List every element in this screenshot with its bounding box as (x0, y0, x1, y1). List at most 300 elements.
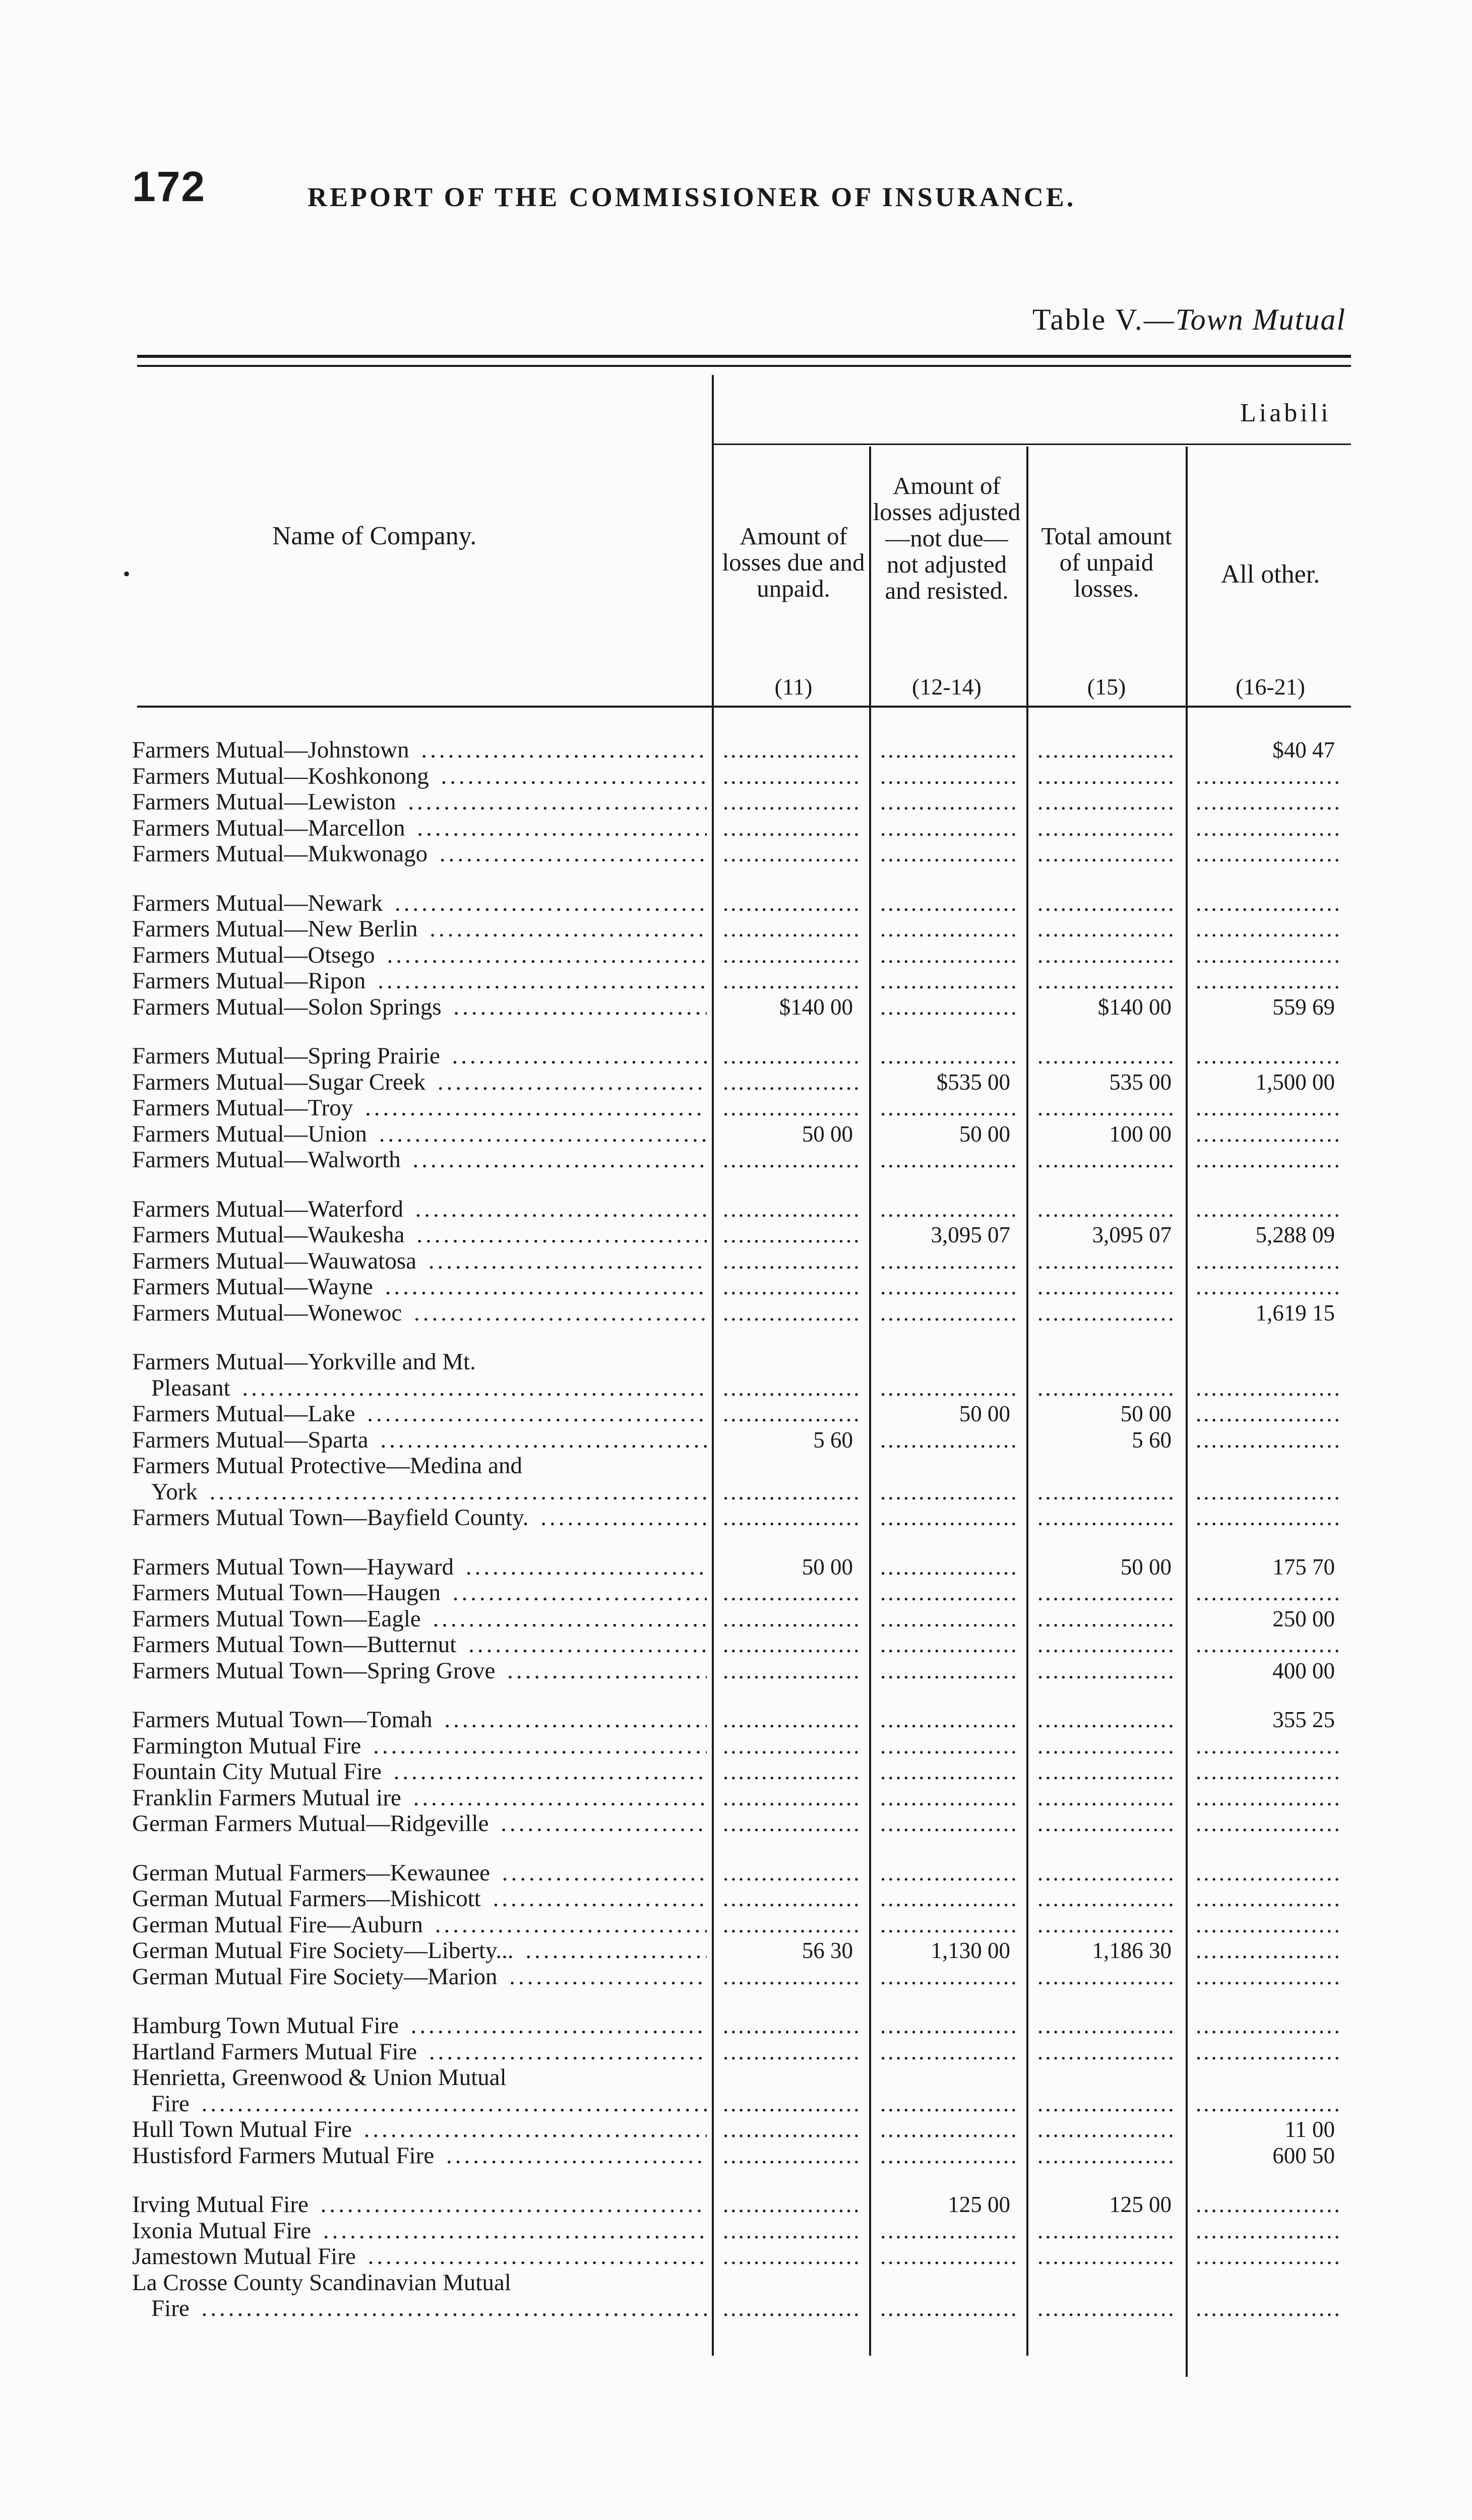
company-name (132, 2243, 707, 2270)
leader-dots (1037, 1606, 1177, 1632)
company-name (132, 1196, 707, 1222)
leader-dots (1196, 1912, 1340, 1938)
value-cell-c16: 559 69 (1272, 994, 1335, 1020)
company-name-text: Henrietta, Greenwood & Union Mutual (132, 2064, 510, 2091)
company-name (132, 2270, 707, 2296)
leader-dots (880, 942, 1015, 968)
leader-dots (880, 789, 1015, 815)
column-number-15: (15) (1087, 674, 1126, 700)
leader-dots (880, 2091, 1015, 2117)
company-name-text: Farmers Mutual Protective—Medina and (132, 1453, 525, 1479)
company-name (132, 1248, 707, 1274)
leader-dots (880, 1504, 1015, 1531)
leader-dots (723, 2191, 858, 2218)
leader-dots (1037, 1504, 1177, 1531)
leader-dots (880, 815, 1015, 841)
company-name-text: Hartland Farmers Mutual Fire (132, 2039, 420, 2065)
bullet-mark: • (123, 562, 131, 585)
value-cell-c12: 1,130 00 (931, 1938, 1010, 1963)
leader-dots (1037, 2218, 1177, 2244)
leader-dots (880, 1375, 1015, 1401)
company-name (132, 1785, 707, 1811)
leader-dots (880, 1912, 1015, 1938)
leader-dots (1037, 1885, 1177, 1912)
leader-dots (1196, 2218, 1340, 2244)
leader-dots (723, 2116, 858, 2143)
column-divider-2 (869, 447, 871, 2356)
leader-dots (880, 1147, 1015, 1173)
leader-dots (1037, 1758, 1177, 1785)
leader-dots (1196, 1504, 1340, 1531)
company-name-text: Franklin Farmers Mutual ire (132, 1785, 404, 1811)
leader-dots (723, 890, 858, 916)
company-name (132, 968, 707, 994)
company-name (132, 1069, 707, 1095)
company-name-text: Farmers Mutual—Solon Springs (132, 994, 445, 1020)
leader-dots (1037, 1785, 1177, 1811)
company-name-text: Farmers Mutual—Ripon (132, 968, 369, 994)
leader-dots (1037, 841, 1177, 867)
company-name-continued (151, 2295, 707, 2321)
company-name-text: Farmers Mutual Town—Tomah (132, 1707, 436, 1733)
leader-dots (723, 1504, 858, 1531)
value-cell-c12: 50 00 (959, 1401, 1010, 1426)
column-divider-4 (1186, 447, 1188, 2377)
company-name (132, 1554, 707, 1580)
leader-dots (1196, 1248, 1340, 1274)
leader-dots (1037, 1479, 1177, 1505)
leader-dots (1196, 815, 1340, 841)
value-cell-c15: 50 00 (1120, 1554, 1172, 1580)
leader-dots (1037, 1580, 1177, 1606)
column-number-16-21: (16-21) (1236, 674, 1305, 700)
leader-dots (1196, 1758, 1340, 1785)
leader-dots (880, 1606, 1015, 1632)
leader-dots (1037, 968, 1177, 994)
company-name-text: Farmers Mutual—Spring Prairie (132, 1043, 443, 1069)
leader-dots (1037, 1860, 1177, 1886)
company-name (132, 1427, 707, 1453)
leader-dots (1037, 1912, 1177, 1938)
company-name-text: German Mutual Farmers—Mishicott (132, 1885, 484, 1912)
company-name-text: Farmers Mutual—Sparta (132, 1427, 372, 1453)
column-header-11: Amount of losses due and unpaid. (722, 522, 865, 602)
company-name (132, 1707, 707, 1733)
leader-dots (1196, 1785, 1340, 1811)
value-cell-c15: 5 60 (1132, 1427, 1172, 1453)
leader-dots (723, 2039, 858, 2065)
company-name-continued (151, 1479, 707, 1505)
leader-dots (1196, 1580, 1340, 1606)
leader-dots (723, 1196, 858, 1222)
leader-dots (880, 1964, 1015, 1990)
leader-dots (723, 1912, 858, 1938)
company-name-text: Hustisford Farmers Mutual Fire (132, 2143, 437, 2169)
company-name (132, 2191, 707, 2218)
leader-dots (1196, 763, 1340, 789)
company-name-text: Hull Town Mutual Fire (132, 2116, 355, 2143)
company-name (132, 2012, 707, 2039)
value-cell-c16: 175 70 (1272, 1554, 1335, 1580)
leader-dots (1037, 789, 1177, 815)
company-name (132, 1274, 707, 1300)
leader-dots (723, 1375, 858, 1401)
company-name (132, 890, 707, 916)
leader-dots (723, 968, 858, 994)
leader-dots (723, 737, 858, 763)
leader-dots (1196, 916, 1340, 942)
leader-dots (1037, 1631, 1177, 1658)
leader-dots (1196, 968, 1340, 994)
value-cell-c15: 1,186 30 (1092, 1938, 1172, 1963)
company-name-text: Ixonia Mutual Fire (132, 2218, 314, 2244)
leader-dots (880, 1043, 1015, 1069)
column-header-name: Name of Company. (272, 522, 477, 550)
leader-dots (880, 1707, 1015, 1733)
leader-dots (1196, 1479, 1340, 1505)
company-name (132, 1453, 707, 1479)
value-cell-c16: 5,288 09 (1255, 1222, 1335, 1247)
page-number: 172 (132, 163, 206, 210)
leader-dots (723, 1658, 858, 1684)
table-title (1032, 302, 1346, 337)
company-name (132, 2143, 707, 2169)
leader-dots (880, 737, 1015, 763)
leader-dots (880, 1733, 1015, 1759)
company-name-text: Farmers Mutual—Wonewoc (132, 1300, 405, 1326)
leader-dots (723, 2012, 858, 2039)
company-name-text: German Mutual Fire—Auburn (132, 1912, 426, 1938)
leader-dots (880, 1860, 1015, 1886)
leader-dots (1196, 1860, 1340, 1886)
leader-dots (723, 1248, 858, 1274)
leader-dots (1196, 942, 1340, 968)
leader-dots (723, 841, 858, 867)
leader-dots (1196, 2039, 1340, 2065)
leader-dots (880, 1554, 1015, 1580)
column-header-15: Total amount of unpaid losses. (1041, 522, 1172, 602)
leader-dots (723, 1401, 858, 1427)
leader-dots (723, 2295, 858, 2321)
company-name-text: Farmers Mutual—Yorkville and Mt. (132, 1349, 479, 1375)
leader-dots (723, 2218, 858, 2244)
leader-dots (880, 2295, 1015, 2321)
leader-dots (1037, 1248, 1177, 1274)
leader-dots (1037, 2039, 1177, 2065)
leader-dots (880, 1580, 1015, 1606)
leader-dots (1037, 916, 1177, 942)
leader-dots (880, 2039, 1015, 2065)
leader-dots (1037, 1810, 1177, 1837)
leader-dots (1037, 1300, 1177, 1326)
leader-dots (723, 1479, 858, 1505)
leader-dots (1196, 1401, 1340, 1427)
company-name (132, 737, 707, 763)
leader-dots (880, 994, 1015, 1020)
leader-dots (1037, 1043, 1177, 1069)
company-name (132, 942, 707, 968)
leader-dots (1037, 890, 1177, 916)
company-name (132, 1758, 707, 1785)
leader-dots (1037, 2243, 1177, 2270)
leader-dots (1196, 1885, 1340, 1912)
company-name (132, 1937, 707, 1964)
leader-dots (1196, 1121, 1340, 1147)
company-name-text: German Farmers Mutual—Ridgeville (132, 1810, 492, 1837)
leader-dots (1196, 1631, 1340, 1658)
leader-dots (1196, 1964, 1340, 1990)
top-rule-2 (137, 365, 1351, 367)
value-cell-c15: 125 00 (1109, 2192, 1172, 2217)
leader-dots (880, 1631, 1015, 1658)
table-title-prefix: Table V.— (1032, 303, 1176, 336)
leader-dots (880, 2218, 1015, 2244)
company-name-text: Farmers Mutual—Sugar Creek (132, 1069, 428, 1095)
leader-dots (1196, 1427, 1340, 1453)
column-header-16-21: All other. (1220, 560, 1320, 589)
value-cell-c15: 3,095 07 (1092, 1222, 1172, 1247)
company-name-text: Farmers Mutual—Lake (132, 1401, 358, 1427)
value-cell-c11: 5 60 (813, 1427, 853, 1453)
company-name (132, 1885, 707, 1912)
company-name (132, 1860, 707, 1886)
company-name-text: Farmers Mutual—Mukwonago (132, 841, 431, 867)
company-name-text: Farmers Mutual—Wayne (132, 1274, 376, 1300)
leader-dots (723, 1606, 858, 1632)
value-cell-c11: 50 00 (802, 1121, 853, 1147)
value-cell-c16: 1,500 00 (1255, 1069, 1335, 1095)
leader-dots (723, 1785, 858, 1811)
company-name (132, 1147, 707, 1173)
leader-dots (723, 2243, 858, 2270)
leader-dots (723, 1147, 858, 1173)
value-cell-c15: 535 00 (1109, 1069, 1172, 1095)
company-name (132, 841, 707, 867)
leader-dots (1196, 2243, 1340, 2270)
leader-dots (723, 1885, 858, 1912)
leader-dots (880, 2012, 1015, 2039)
leader-dots (880, 1095, 1015, 1121)
company-name-text: Farmers Mutual—Koshkonong (132, 763, 432, 789)
company-name-text: Fountain City Mutual Fire (132, 1758, 385, 1785)
company-name-text: Farmers Mutual Town—Spring Grove (132, 1658, 498, 1684)
leader-dots (880, 2116, 1015, 2143)
leader-dots (880, 1785, 1015, 1811)
leader-dots (880, 2243, 1015, 2270)
value-cell-c12: 3,095 07 (931, 1222, 1010, 1247)
company-name-continued-text: Fire (151, 2295, 193, 2321)
leader-dots (1196, 2012, 1340, 2039)
column-divider-3 (1026, 447, 1028, 2356)
leader-dots (1196, 890, 1340, 916)
company-name-text: Irving Mutual Fire (132, 2191, 312, 2218)
company-name (132, 1810, 707, 1837)
company-name-text: Farmers Mutual Town—Bayfield County. (132, 1504, 532, 1531)
leader-dots (880, 968, 1015, 994)
leader-dots (1196, 2191, 1340, 2218)
leader-dots (1196, 1274, 1340, 1300)
company-name-text: Farmers Mutual—Walworth (132, 1147, 404, 1173)
leader-dots (880, 1274, 1015, 1300)
leader-dots (1037, 815, 1177, 841)
leader-dots (723, 2143, 858, 2169)
company-name-text: Farmers Mutual—Johnstown (132, 737, 412, 763)
company-name-text: Farmers Mutual Town—Haugen (132, 1580, 444, 1606)
company-name-text: Farmers Mutual—Waterford (132, 1196, 406, 1222)
company-name-text: German Mutual Farmers—Kewaunee (132, 1860, 493, 1886)
leader-dots (723, 1964, 858, 1990)
column-header-12-14: Amount of losses adjusted—not due—not adjusted and resisted. (873, 472, 1021, 604)
company-name (132, 1964, 707, 1990)
company-name (132, 1043, 707, 1069)
leader-dots (723, 1631, 858, 1658)
company-name-text: Farmers Mutual—New Berlin (132, 916, 421, 942)
company-name-text: Farmers Mutual Town—Hayward (132, 1554, 457, 1580)
company-name-text: Farmers Mutual—Otsego (132, 942, 378, 968)
leader-dots (723, 1580, 858, 1606)
company-name-text: Farmers Mutual—Union (132, 1121, 370, 1147)
company-name-text: Hamburg Town Mutual Fire (132, 2012, 402, 2039)
leader-dots (880, 1885, 1015, 1912)
leader-dots (880, 1479, 1015, 1505)
leader-dots (1196, 1147, 1340, 1173)
value-cell-c15: 100 00 (1109, 1121, 1172, 1147)
company-name (132, 789, 707, 815)
leader-dots (1196, 1810, 1340, 1837)
leader-dots (1196, 2091, 1340, 2117)
company-name (132, 1300, 707, 1326)
value-cell-c12: $535 00 (936, 1069, 1010, 1095)
company-name-continued-text: Fire (151, 2091, 193, 2117)
company-name-text: Farmers Mutual Town—Butternut (132, 1631, 459, 1658)
leader-dots (723, 1810, 858, 1837)
value-cell-c12: 125 00 (948, 2192, 1010, 2217)
company-name (132, 1349, 707, 1375)
table-title-italic: Town Mutual (1175, 303, 1346, 336)
company-name (132, 916, 707, 942)
company-name (132, 1121, 707, 1147)
company-name-text: Farmington Mutual Fire (132, 1733, 364, 1759)
value-cell-c16: $40 47 (1272, 737, 1335, 763)
leader-dots (723, 1274, 858, 1300)
company-name (132, 994, 707, 1020)
value-cell-c16: 355 25 (1272, 1707, 1335, 1732)
running-head: REPORT OF THE COMMISSIONER OF INSURANCE. (308, 182, 1076, 212)
leader-dots (1037, 1733, 1177, 1759)
company-name-continued-text: Pleasant (151, 1375, 233, 1401)
leader-dots (1037, 1196, 1177, 1222)
leader-dots (880, 1300, 1015, 1326)
leader-dots (1196, 1043, 1340, 1069)
company-name (132, 1401, 707, 1427)
leader-dots (880, 841, 1015, 867)
leader-dots (1037, 1707, 1177, 1733)
leader-dots (1196, 1196, 1340, 1222)
leader-dots (1196, 1375, 1340, 1401)
leader-dots (723, 1758, 858, 1785)
leader-dots (880, 1758, 1015, 1785)
value-cell-c11: 50 00 (802, 1554, 853, 1580)
leader-dots (880, 916, 1015, 942)
leader-dots (880, 1248, 1015, 1274)
company-name (132, 2039, 707, 2065)
company-name-text: Farmers Mutual Town—Eagle (132, 1606, 424, 1632)
company-name (132, 2218, 707, 2244)
company-name (132, 1912, 707, 1938)
leader-dots (723, 1733, 858, 1759)
company-name (132, 763, 707, 789)
value-cell-c16: 11 00 (1284, 2117, 1335, 2142)
leader-dots (1037, 2012, 1177, 2039)
company-name (132, 2064, 707, 2091)
leader-dots (723, 1300, 858, 1326)
value-cell-c12: 50 00 (959, 1121, 1010, 1147)
leader-dots (1037, 1964, 1177, 1990)
leader-dots (1037, 1274, 1177, 1300)
leader-dots (1196, 1733, 1340, 1759)
leader-dots (880, 1196, 1015, 1222)
leader-dots (880, 890, 1015, 916)
leader-dots (723, 916, 858, 942)
company-name-text: German Mutual Fire Society—Liberty... (132, 1937, 517, 1964)
company-name (132, 1222, 707, 1248)
leader-dots (1037, 763, 1177, 789)
leader-dots (723, 1222, 858, 1248)
company-name-continued (151, 2091, 707, 2117)
company-name (132, 1733, 707, 1759)
company-name-text: Farmers Mutual—Newark (132, 890, 386, 916)
value-cell-c16: 400 00 (1272, 1658, 1335, 1683)
company-name (132, 1580, 707, 1606)
leader-dots (1037, 2116, 1177, 2143)
company-name-continued (151, 1375, 707, 1401)
value-cell-c16: 600 50 (1272, 2143, 1335, 2168)
leader-dots (1037, 2091, 1177, 2117)
leader-dots (880, 1427, 1015, 1453)
leader-dots (880, 763, 1015, 789)
leader-dots (723, 1043, 858, 1069)
leader-dots (1196, 1937, 1340, 1964)
company-name-text: Farmers Mutual—Marcellon (132, 815, 408, 841)
leader-dots (723, 1707, 858, 1733)
leader-dots (723, 1069, 858, 1095)
company-name (132, 815, 707, 841)
company-name-text: La Crosse County Scandinavian Mutual (132, 2270, 514, 2296)
leader-dots (1037, 2143, 1177, 2169)
company-name-text: Farmers Mutual—Troy (132, 1095, 356, 1121)
leader-dots (1196, 2295, 1340, 2321)
value-cell-c15: 50 00 (1120, 1401, 1172, 1426)
value-cell-c15: $140 00 (1097, 994, 1172, 1020)
leader-dots (723, 942, 858, 968)
leader-dots (723, 815, 858, 841)
company-name-text: Farmers Mutual—Waukesha (132, 1222, 408, 1248)
leader-dots (1037, 1147, 1177, 1173)
leader-dots (723, 1860, 858, 1886)
company-name-text: Farmers Mutual—Lewiston (132, 789, 399, 815)
value-cell-c11: $140 00 (779, 994, 853, 1020)
company-name (132, 1095, 707, 1121)
company-name-text: German Mutual Fire Society—Marion (132, 1964, 500, 1990)
leader-dots (1037, 737, 1177, 763)
leader-dots (723, 2091, 858, 2117)
column-number-12-14: (12-14) (912, 674, 982, 700)
leader-dots (880, 1658, 1015, 1684)
leader-dots (1037, 1658, 1177, 1684)
leader-dots (1037, 1095, 1177, 1121)
leader-dots (880, 1810, 1015, 1837)
company-name-text: Jamestown Mutual Fire (132, 2243, 359, 2270)
